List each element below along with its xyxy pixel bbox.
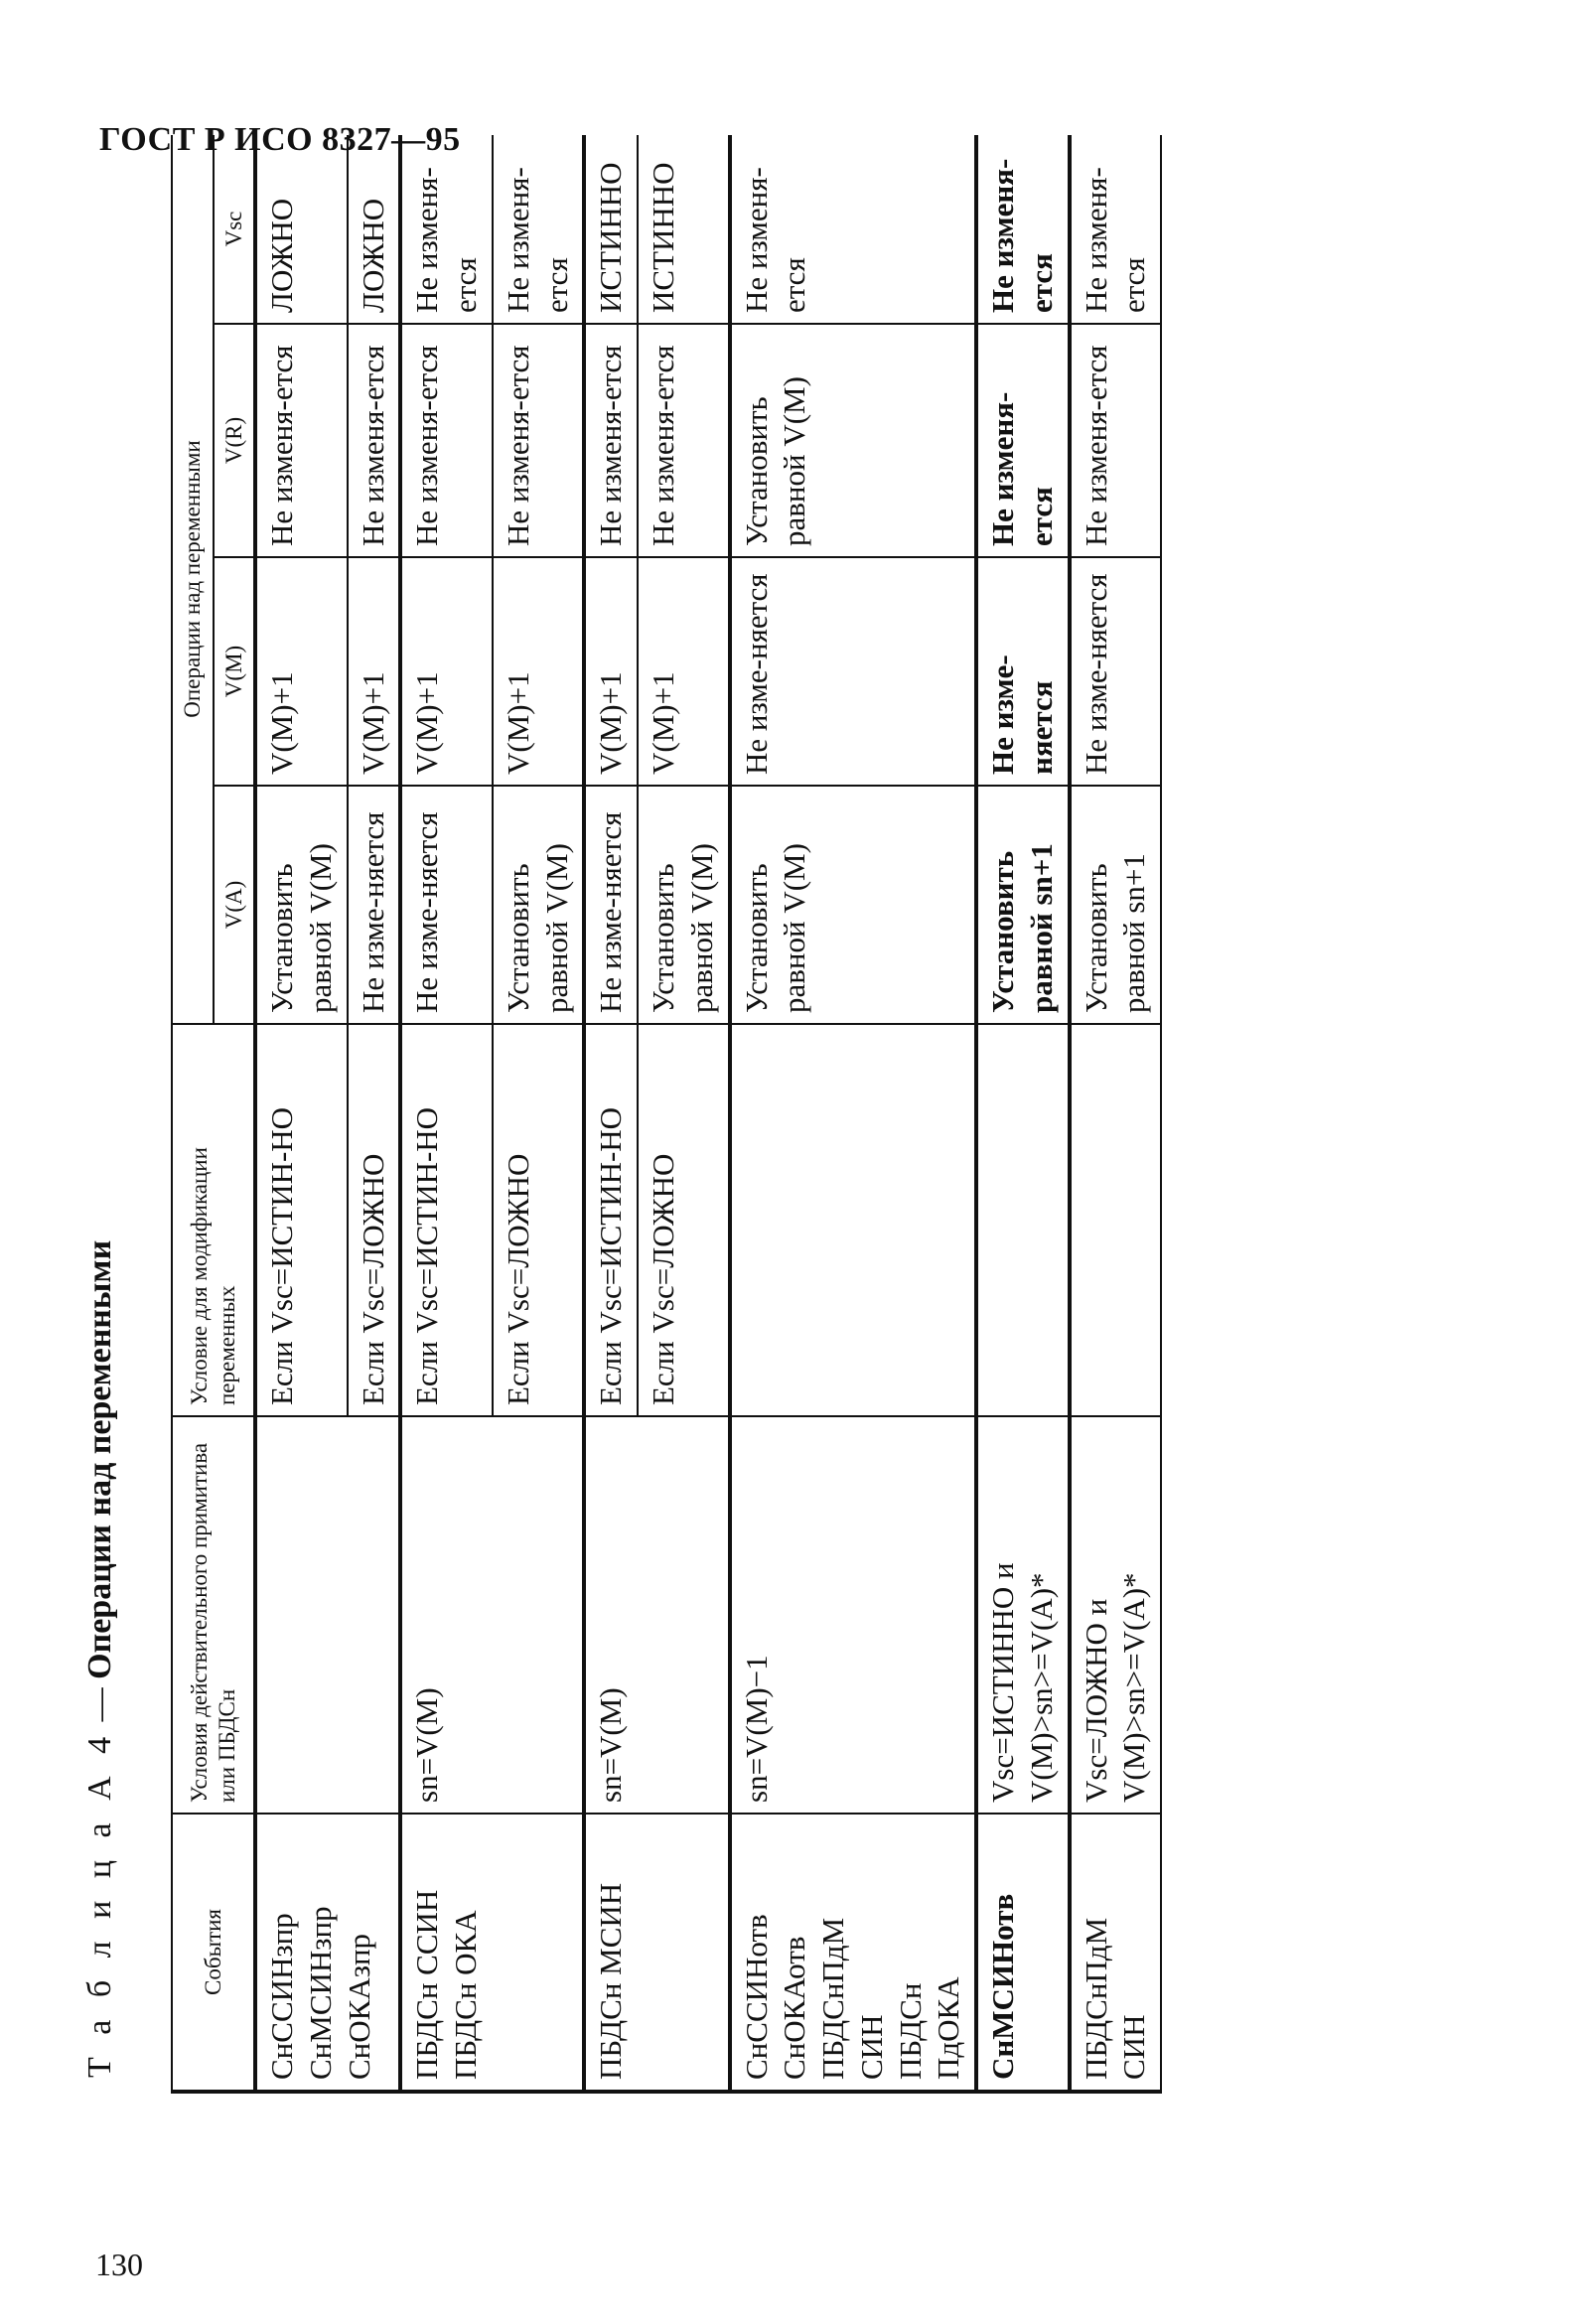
page-header-title: ГОСТ Р ИСО 8327—95 <box>99 121 461 158</box>
event-name: СнОКАзпр <box>341 1933 376 2080</box>
va-cell: Установить равной sn+1 <box>976 786 1070 1024</box>
header-events: События <box>172 1814 255 2092</box>
primitive-condition-cell: sn=V(M)−1 <box>730 1416 977 1814</box>
va-cell: Не изме-няется <box>400 786 493 1024</box>
modification-condition-cell: Если Vsc=ЛОЖНО <box>638 1024 730 1416</box>
va-cell: Установить равной V(M) <box>493 786 585 1024</box>
vsc-cell: ЛОЖНО <box>255 135 348 324</box>
event-name: СИН <box>1116 2014 1152 2080</box>
event-name: ПБДСн <box>892 1982 928 2080</box>
header-va: V(A) <box>214 786 256 1024</box>
table-row <box>255 135 348 2092</box>
event-name: ПБДСн ОКА <box>448 1910 484 2080</box>
event-name: ПБДСн МСИН <box>593 1882 629 2080</box>
table-row <box>1070 135 1162 2092</box>
primitive-condition-cell: Vsc=ЛОЖНО и V(M)>sn>=V(A)* <box>1070 1416 1162 1814</box>
events-cell <box>255 1814 400 2092</box>
vm-cell: Не изме-няется <box>730 557 977 786</box>
vr-cell: Установить равной V(M) <box>730 324 977 557</box>
modification-condition-cell <box>730 1024 977 1416</box>
modification-condition-cell: Если Vsc=ИСТИН-НО <box>584 1024 638 1416</box>
event-name: ПБДСнПдМ <box>1078 1917 1113 2080</box>
modification-condition-cell: Если Vsc=ЛОЖНО <box>348 1024 401 1416</box>
vr-cell: Не изменя-ется <box>348 324 401 557</box>
vsc-cell: Не изменя-ется <box>730 135 977 324</box>
primitive-condition-cell: sn=V(M) <box>400 1416 584 1814</box>
modification-condition-cell: Если Vsc=ЛОЖНО <box>493 1024 585 1416</box>
event-name: ПБДСнПдМ <box>815 1917 851 2080</box>
table-row <box>584 135 638 2092</box>
event-name: СнМСИНзпр <box>302 1906 338 2080</box>
vr-cell: Не изменя-ется <box>638 324 730 557</box>
header-vsc: Vsc <box>214 135 256 324</box>
events-cell <box>976 1814 1070 2092</box>
modification-condition-cell: Если Vsc=ИСТИН-НО <box>255 1024 348 1416</box>
header-vm: V(M) <box>214 557 256 786</box>
event-name: СнОКАотв <box>777 1936 812 2080</box>
vr-cell: Не изменя-ется <box>400 324 493 557</box>
event-name: ПБДСн ССИН <box>409 1889 445 2080</box>
primitive-condition-cell <box>255 1416 400 1814</box>
event-name: ПдОКА <box>931 1976 966 2080</box>
header-operations: Операции над переменными <box>172 135 214 1024</box>
vsc-cell: ИСТИННО <box>638 135 730 324</box>
vm-cell: V(M)+1 <box>348 557 401 786</box>
events-cell <box>400 1814 584 2092</box>
event-name: СИН <box>853 2014 889 2080</box>
table-caption-title: Операции над переменными <box>81 1239 118 1679</box>
vm-cell: V(M)+1 <box>638 557 730 786</box>
vr-cell: Не изменя-ется <box>976 324 1070 557</box>
table-caption-label: Т а б л и ц а А 4 <box>81 1729 118 2078</box>
vr-cell: Не изменя-ется <box>255 324 348 557</box>
vsc-cell: Не изменя-ется <box>400 135 493 324</box>
modification-condition-cell: Если Vsc=ИСТИН-НО <box>400 1024 493 1416</box>
vsc-cell: Не изменя-ется <box>976 135 1070 324</box>
vm-cell: V(M)+1 <box>255 557 348 786</box>
events-cell <box>584 1814 729 2092</box>
vr-cell: Не изменя-ется <box>493 324 585 557</box>
operations-table <box>171 135 1162 2094</box>
events-cell <box>1070 1814 1162 2092</box>
event-name: СнССИНзпр <box>264 1913 300 2080</box>
table-row <box>730 135 977 2092</box>
vm-cell: Не изме-няется <box>976 557 1070 786</box>
page-number: 130 <box>95 2247 143 2282</box>
vr-cell: Не изменя-ется <box>1070 324 1162 557</box>
vm-cell: V(M)+1 <box>584 557 638 786</box>
va-cell: Установить равной V(M) <box>255 786 348 1024</box>
vr-cell: Не изменя-ется <box>584 324 638 557</box>
vsc-cell: Не изменя-ется <box>1070 135 1162 324</box>
events-cell <box>730 1814 977 2092</box>
vsc-cell: ИСТИННО <box>584 135 638 324</box>
header-modification-conditions: Условие для модификации переменных <box>172 1024 255 1416</box>
event-name: СнССИНотв <box>738 1914 774 2080</box>
modification-condition-cell <box>976 1024 1070 1416</box>
va-cell: Не изме-няется <box>348 786 401 1024</box>
va-cell: Не изме-няется <box>584 786 638 1024</box>
va-cell: Установить равной V(M) <box>638 786 730 1024</box>
va-cell: Установить равной sn+1 <box>1070 786 1162 1024</box>
vm-cell: V(M)+1 <box>400 557 493 786</box>
header-primitive-conditions: Условия действительного примитива или ПБДСн <box>172 1416 255 1814</box>
va-cell: Установить равной V(M) <box>730 786 977 1024</box>
vm-cell: Не изме-няется <box>1070 557 1162 786</box>
table-caption-dash: — <box>81 1678 118 1730</box>
vsc-cell: ЛОЖНО <box>348 135 401 324</box>
table-row <box>400 135 493 2092</box>
table-row <box>976 135 1070 2092</box>
table-caption <box>81 1240 119 2078</box>
primitive-condition-cell: sn=V(M) <box>584 1416 729 1814</box>
primitive-condition-cell: Vsc=ИСТИННО и V(M)>sn>=V(A)* <box>976 1416 1070 1814</box>
vsc-cell: Не изменя-ется <box>493 135 585 324</box>
modification-condition-cell <box>1070 1024 1162 1416</box>
header-vr: V(R) <box>214 324 256 557</box>
event-name: СнМСИНотв <box>985 1893 1021 2080</box>
vm-cell: V(M)+1 <box>493 557 585 786</box>
